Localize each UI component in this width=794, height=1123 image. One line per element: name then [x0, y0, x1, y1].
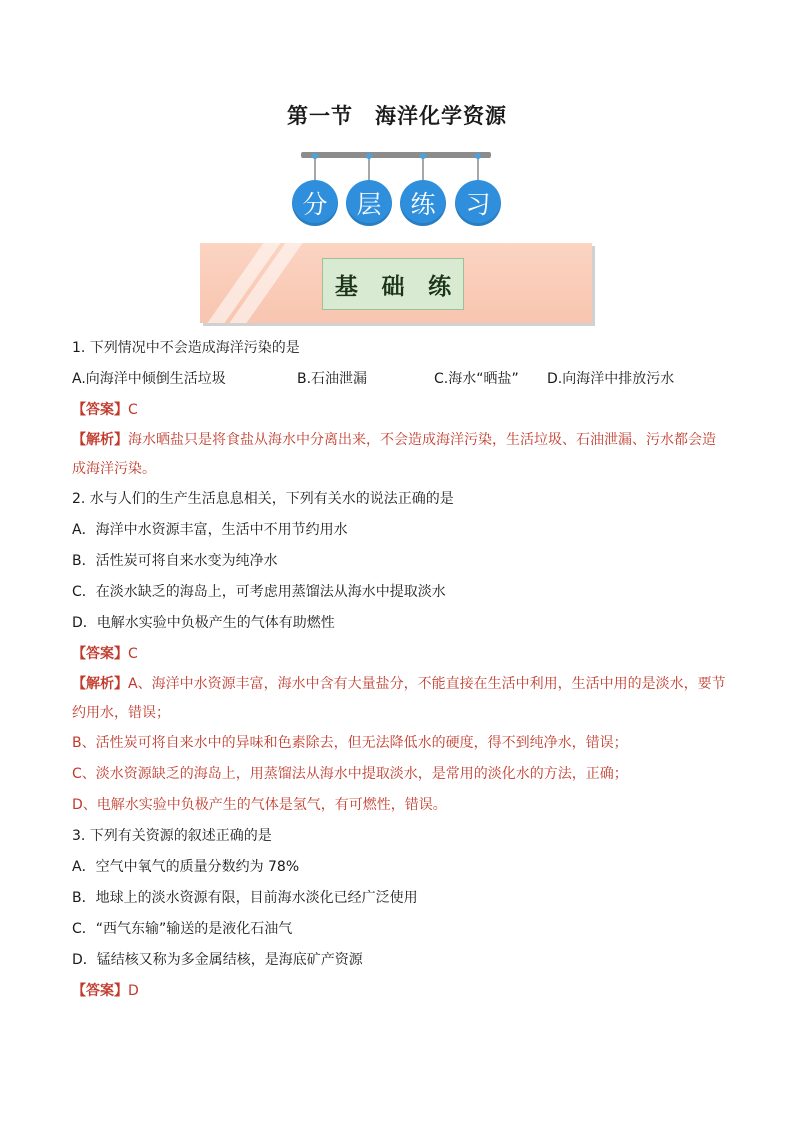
badge-char: 分 [292, 180, 338, 226]
question-list [72, 333, 732, 1007]
section-name: 海洋化学资源 [375, 104, 507, 128]
analysis [72, 670, 732, 699]
analysis-text: 约用水，错误； [72, 705, 170, 721]
hanger-dot [420, 153, 426, 159]
option: C．在淡水缺乏的海岛上，可考虑用蒸馏法从海水中提取淡水 [72, 584, 446, 600]
analysis-text: D、电解水实验中负极产生的气体是氢气，有可燃性，错误。 [72, 797, 447, 813]
analysis-tag: 【解析】 [72, 676, 128, 692]
option: A.向海洋中倾倒生活垃圾 [72, 371, 226, 387]
option: C.海水“晒盐” [434, 371, 519, 387]
option: C．“西气东输”输送的是液化石油气 [72, 921, 293, 937]
hanger-dot [475, 153, 481, 159]
answer-tag: 【答案】 [72, 646, 128, 662]
hanger-bar [301, 152, 491, 158]
answer-tag: 【答案】 [72, 983, 128, 999]
option: D.向海洋中排放污水 [547, 371, 675, 387]
option: B．地球上的淡水资源有限，目前海水淡化已经广泛使用 [72, 890, 418, 906]
analysis-text: 海水晒盐只是将食盐从海水中分离出来，不会造成海洋污染，生活垃圾、石油泄漏、污水都会造 [128, 432, 716, 448]
badge-char: 练 [400, 180, 446, 226]
option-row [72, 364, 732, 395]
page-title [0, 100, 794, 130]
option: B.石油泄漏 [297, 371, 368, 387]
section-number: 第一节 [287, 104, 353, 128]
analysis-tag: 【解析】 [72, 432, 128, 448]
question-stem: 1. 下列情况中不会造成海洋污染的是 [72, 340, 300, 356]
option: D．锰结核又称为多金属结核，是海底矿产资源 [72, 952, 363, 968]
hanger-dot [312, 153, 318, 159]
banner-char: 练 [428, 273, 452, 300]
banner-char: 础 [381, 273, 405, 300]
basic-practice-banner [200, 243, 592, 323]
question-stem: 2. 水与人们的生产生活息息相关，下列有关水的说法正确的是 [72, 491, 454, 507]
option: D．电解水实验中负极产生的气体有助燃性 [72, 615, 335, 631]
option: B．活性炭可将自来水变为纯净水 [72, 553, 278, 569]
option: A．空气中氧气的质量分数约为 78% [72, 859, 300, 875]
badge-char: 习 [455, 180, 501, 226]
practice-badge [0, 180, 794, 228]
hanger-dot [366, 153, 372, 159]
answer-tag: 【答案】 [72, 402, 128, 418]
answer [72, 639, 732, 670]
banner-label [322, 258, 464, 310]
answer-value: C [128, 402, 138, 418]
banner-char: 基 [334, 273, 358, 300]
analysis-text: A、海洋中水资源丰富，海水中含有大量盐分，不能直接在生活中利用，生活中用的是淡水，要节 [128, 676, 726, 692]
option: A．海洋中水资源丰富，生活中不用节约用水 [72, 522, 348, 538]
analysis-text: B、活性炭可将自来水中的异味和色素除去，但无法降低水的硬度，得不到纯净水，错误； [72, 735, 628, 751]
question-stem: 3. 下列有关资源的叙述正确的是 [72, 828, 272, 844]
analysis-text: C、淡水资源缺乏的海岛上，用蒸馏法从海水中提取淡水，是常用的淡化水的方法，正确； [72, 766, 628, 782]
answer [72, 976, 732, 1007]
analysis [72, 426, 732, 455]
analysis-text: 成海洋污染。 [72, 461, 156, 477]
answer-value: C [128, 646, 138, 662]
badge-char: 层 [346, 180, 392, 226]
answer [72, 395, 732, 426]
answer-value: D [128, 983, 139, 999]
